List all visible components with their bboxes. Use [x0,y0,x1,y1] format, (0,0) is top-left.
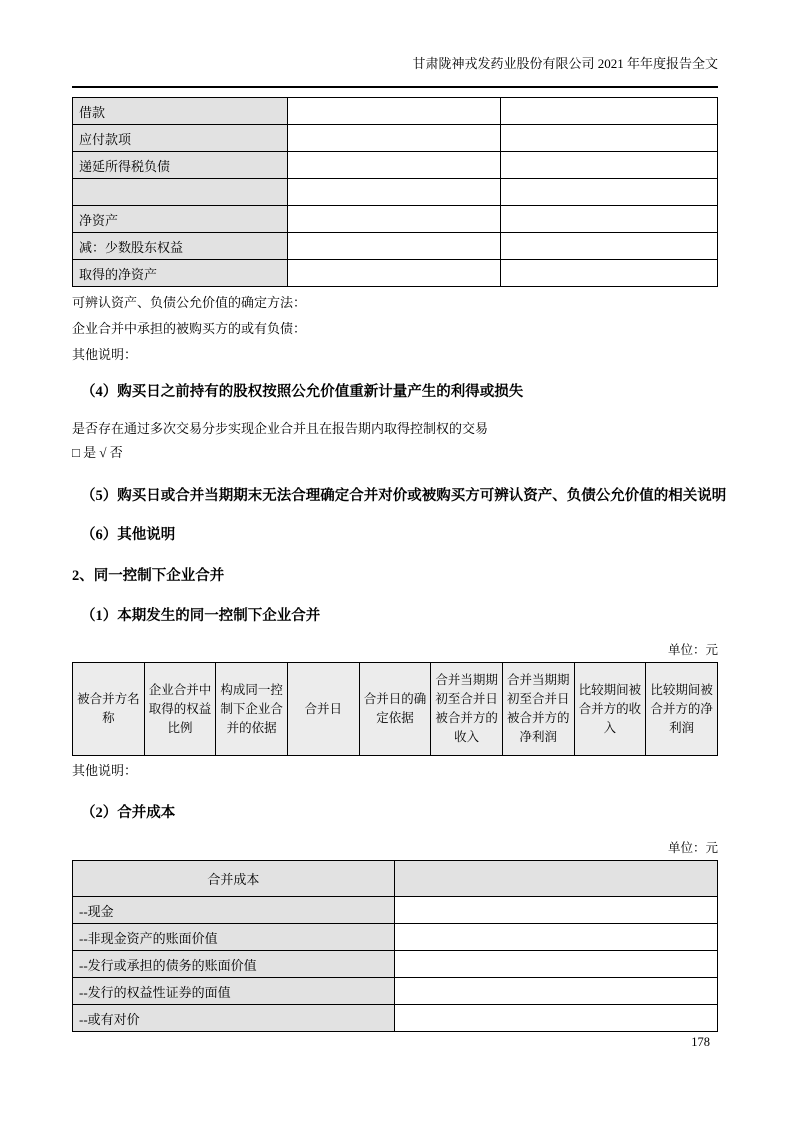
table-row [73,125,718,152]
row-label-loans: 借款 [73,98,288,125]
note-contingent-liabilities: 企业合并中承担的被购买方的或有负债： [72,321,307,336]
note-fair-value-method: 可辨认资产、负债公允价值的确定方法： [72,295,307,310]
acquiree-liabilities-table [72,97,718,287]
note-other-2: 其他说明： [72,763,138,778]
table-row [73,924,718,951]
value-cell [394,978,717,1005]
section-6-heading: （6）其他说明 [81,527,176,543]
cost-table-header: 合并成本 [73,861,395,897]
row-label-cash: --现金 [73,897,395,924]
section-2-2-heading: （2）合并成本 [81,805,176,821]
col-header-comparative-revenue: 比较期间被合并方的收入 [574,663,646,756]
col-header-acquiree-name: 被合并方名称 [73,663,145,756]
value-cell [288,152,500,179]
value-cell [394,1005,717,1032]
unit-label-1: 单位：元 [667,643,718,657]
table-row [73,152,718,179]
row-label-debt-book-value: --发行或承担的债务的账面价值 [73,951,395,978]
section-4-heading: （4）购买日之前持有的股权按照公允价值重新计量产生的利得或损失 [81,384,524,400]
row-label-equity-par-value: --发行的权益性证券的面值 [73,978,395,1005]
value-cell [500,179,717,206]
value-cell [500,152,717,179]
col-header-equity-ratio: 企业合并中取得的权益比例 [144,663,216,756]
value-cell [500,260,717,287]
table-row [73,260,718,287]
table-row [73,897,718,924]
row-label-net-assets-acquired: 取得的净资产 [73,260,288,287]
value-cell [288,206,500,233]
value-cell [288,98,500,125]
row-label-contingent-consideration: --或有对价 [73,1005,395,1032]
value-cell [288,125,500,152]
note-other-1: 其他说明： [72,347,138,362]
value-cell [394,951,717,978]
table-row [73,98,718,125]
col-header-merger-date-basis: 合并日的确定依据 [359,663,431,756]
table-row [73,978,718,1005]
col-header-merger-date: 合并日 [287,663,359,756]
value-cell [500,233,717,260]
value-cell [500,206,717,233]
multi-step-question: 是否存在通过多次交易分步实现企业合并且在报告期内取得控制权的交易 [72,421,489,436]
value-cell [288,233,500,260]
value-cell [500,125,717,152]
merger-cost-table [72,860,718,1032]
section-2-heading: 2、同一控制下企业合并 [72,568,225,584]
common-control-merger-table [72,662,718,756]
checkbox-answer-line: □ 是 √ 否 [72,445,123,460]
row-label-noncash-book-value: --非现金资产的账面价值 [73,924,395,951]
row-label-empty [73,179,288,206]
row-label-payables: 应付款项 [73,125,288,152]
table-row [73,951,718,978]
row-label-deferred-tax: 递延所得税负债 [73,152,288,179]
page-number: 178 [691,1035,710,1049]
value-cell [394,924,717,951]
row-label-minority-interest: 减：少数股东权益 [73,233,288,260]
table-header-row [73,663,718,756]
cost-table-header-value [394,861,717,897]
table-row [73,233,718,260]
report-title: 甘肃陇神戎发药业股份有限公司 2021 年年度报告全文 [412,56,718,71]
row-label-net-assets: 净资产 [73,206,288,233]
notes-block [72,290,718,368]
table-row [73,179,718,206]
table-row [73,206,718,233]
value-cell [500,98,717,125]
page-header [72,56,718,88]
section-2-1-heading: （1）本期发生的同一控制下企业合并 [81,608,321,624]
table-header-row [73,861,718,897]
value-cell [394,897,717,924]
section-5-heading: （5）购买日或合并当期期末无法合理确定合并对价或被购买方可辨认资产、负债公允价值的相关说明 [81,488,727,504]
col-header-comparative-profit: 比较期间被合并方的净利润 [646,663,718,756]
table-row [73,1005,718,1032]
col-header-revenue-to-merger-date: 合并当期期初至合并日被合并方的收入 [431,663,503,756]
unit-label-2: 单位：元 [667,841,718,855]
col-header-profit-to-merger-date: 合并当期期初至合并日被合并方的净利润 [502,663,574,756]
value-cell [288,179,500,206]
value-cell [288,260,500,287]
col-header-common-control-basis: 构成同一控制下企业合并的依据 [216,663,288,756]
